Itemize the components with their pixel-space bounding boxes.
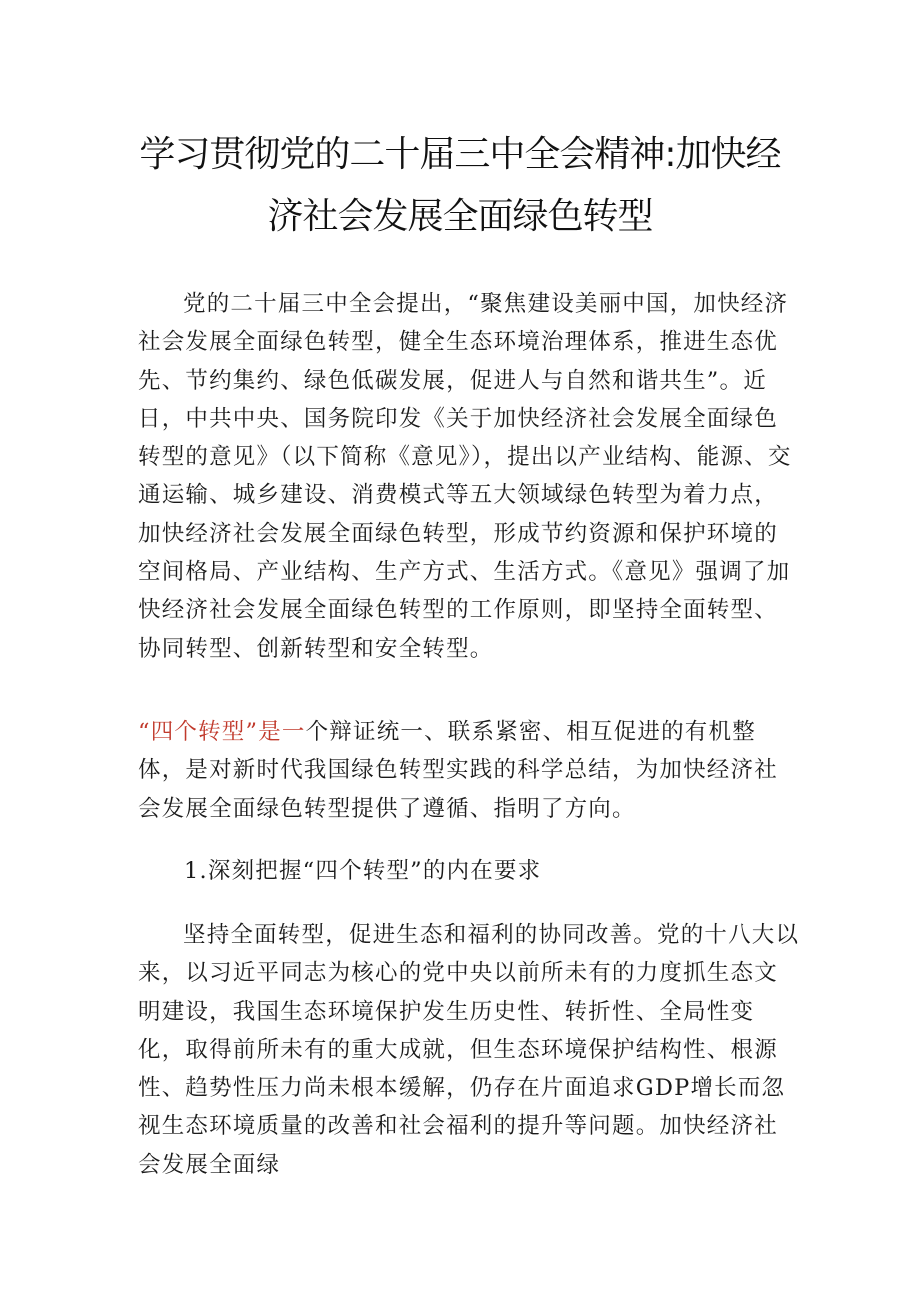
document-title-line1: 学习贯彻党的二十届三中全会精神:加快经 <box>139 134 781 175</box>
paragraph-text: 个辩证统一、联系紧密、相互促进的有机整体，是对新时代我国绿色转型实践的科学总结，为加快经济社会发展全面绿色转型提供了遵循、指明了方向。 <box>138 719 778 822</box>
paragraph-four-transformations <box>138 713 800 828</box>
section-heading-1: 1.深刻把握“四个转型”的内在要求 <box>184 858 542 884</box>
document-title-line2: 济社会发展全面绿色转型 <box>267 196 653 237</box>
paragraph-intro: 党的二十届三中全会提出，“聚焦建设美丽中国，加快经济社会发展全面绿色转型，健全生态环境治理体系，推进生态优先、节约集约、绿色低碳发展，促进人与自然和谐共生”。近日，中共中央、国务院印发《关于加快经济社会发展全面绿色转型的意见》（以下简称《意见》），提出以产业结构、能源、交通运输、城乡建设、消费模式等五大领域绿色转型为着力点，加快经济社会发展全面绿色转型，形成节约资源和保护环境的空间格局、产业结构、生产方式、生活方式。《意见》强调了加快经济社会发展全面绿色转型的工作原则，即坚持全面转型、协同转型、创新转型和安全转型。 <box>138 291 792 662</box>
highlighted-phrase: “四个转型”是一 <box>138 719 306 745</box>
paragraph-comprehensive-transformation: 坚持全面转型，促进生态和福利的协同改善。党的十八大以来，以习近平同志为核心的党中央以前所未有的力度抓生态文明建设，我国生态环境保护发生历史性、转折性、全局性变化，取得前所未有的重大成就，但生态环境保护结构性、根源性、趋势性压力尚未根本缓解，仍存在片面追求GDP增长而忽视生态环境质量的改善和社会福利的提升等问题。加快经济社会发展全面绿 <box>138 922 800 1178</box>
